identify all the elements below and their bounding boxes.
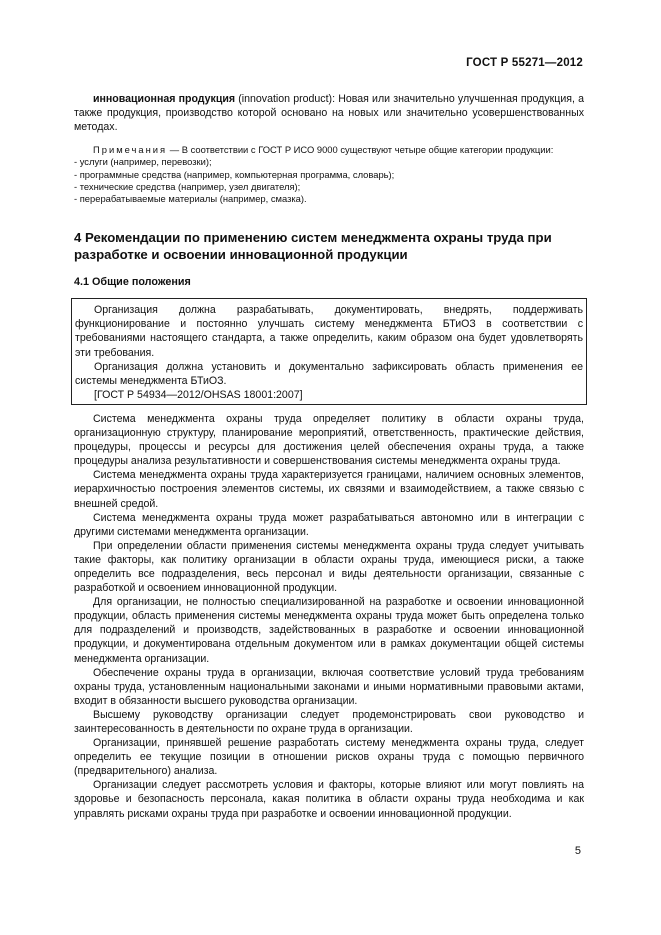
note-item: - технические средства (например, узел двигателя); [74,180,301,192]
note-item: - услуги (например, перевозки); [74,156,212,168]
note-label: Примечания [93,144,168,156]
boxed-paragraph: Организация должна разрабатывать, документировать, внедрять, поддерживать функционирование и постоянно улучшать систему менеджмента БТиОЗ в соответствии с требованиями настоящего стандарта, а также определить, каким образом она будет удовлетворять эти требования. [75,304,583,359]
boxed-reference: [ГОСТ Р 54934—2012/OHSAS 18001:2007] [94,388,303,401]
body-paragraph: Для организации, не полностью специализированной на разработке и освоении инновационной продукции, область применения системы менеджмента охраны труда может быть определена только для подразделений и производств, задействованных в разработке и освоении инновационной продукции, и документирована отдельным документом или в рамках документации общей системы менеджмента организации. [74,596,584,665]
definition-text: (innovation product): Новая или значительно улучшенная продукция, а также продукция, производство которой основано на новых или значительно усовершенствованных методах. [74,93,584,134]
body-paragraph: Система менеджмента охраны труда может разрабатываться автономно или в интеграции с другими системами менеджмента организации. [74,511,584,538]
note-item: - программные средства (например, компьютерная программа, словарь); [74,168,395,180]
page-number: 5 [574,845,581,857]
body-paragraph: Обеспечение охраны труда в организации, включая соответствие условий труда требованиям охраны труда, установленным национальными законами и иными нормативными правовыми актами, входит в обязанности высшего руководства организации. [74,666,584,707]
section-heading: 4 Рекомендации по применению систем менеджмента охраны труда при разработке и освоении инновационной продукции [74,230,552,263]
body-paragraph: Система менеджмента охраны труда определяет политику в области охраны труда, организационную структуру, планирование мероприятий, ответственность, практические действия, процедуры, процессы и ресурсы для достижения целей обеспечения охраны труда, а также процедуры анализа результативности и совершенствования системы менеджмента охраны труда. [74,412,584,468]
quoted-requirement-box [71,298,587,405]
defined-term: инновационная продукция [93,93,236,105]
document-id-header: ГОСТ Р 55271—2012 [466,57,583,69]
note-item: - перерабатываемые материалы (например, смазка). [74,193,307,205]
body-paragraph: Организации следует рассмотреть условия и факторы, которые влияют или могут повлиять на здоровье и безопасность персонала, какая политика в области охраны труда необходима и как управлять рисками охраны труда при разработке и освоении инновационной продукции. [74,779,584,820]
note-block [74,144,584,205]
body-paragraph: Высшему руководству организации следует продемонстрировать свои руководство и заинтересованность в деятельности по охране труда в организации. [74,708,584,736]
page-body [74,92,584,821]
body-paragraph: Организации, принявшей решение разработать систему менеджмента охраны труда, следует определить ее текущие позиции в отношении рисков охраны труда с помощью первичного (предварительного) анализа. [74,737,584,778]
note-intro [74,144,584,156]
boxed-paragraph: Организация должна установить и документально зафиксировать область применения ее системы менеджмента БТиОЗ. [75,360,583,387]
subsection-heading: 4.1 Общие положения [74,276,191,289]
definition-paragraph [74,92,584,134]
body-paragraph: При определении области применения системы менеджмента охраны труда следует учитывать такие факторы, как политику организации в области охраны труда, имеющиеся риски, а также определить все подразделения, весь персонал и виды деятельности организации, связанные с разработкой и освоением инновационной продукции. [74,539,584,595]
note-text: — В соответствии с ГОСТ Р ИСО 9000 существуют четыре общие категории продукции: [167,144,554,156]
body-paragraph: Система менеджмента охраны труда характеризуется границами, наличием основных элементов, иерархичностью построения элементов системы, их связями и взаимодействием, а также связью с внешней средой. [74,469,584,510]
note-list [74,156,584,205]
body-paragraphs [74,412,584,821]
